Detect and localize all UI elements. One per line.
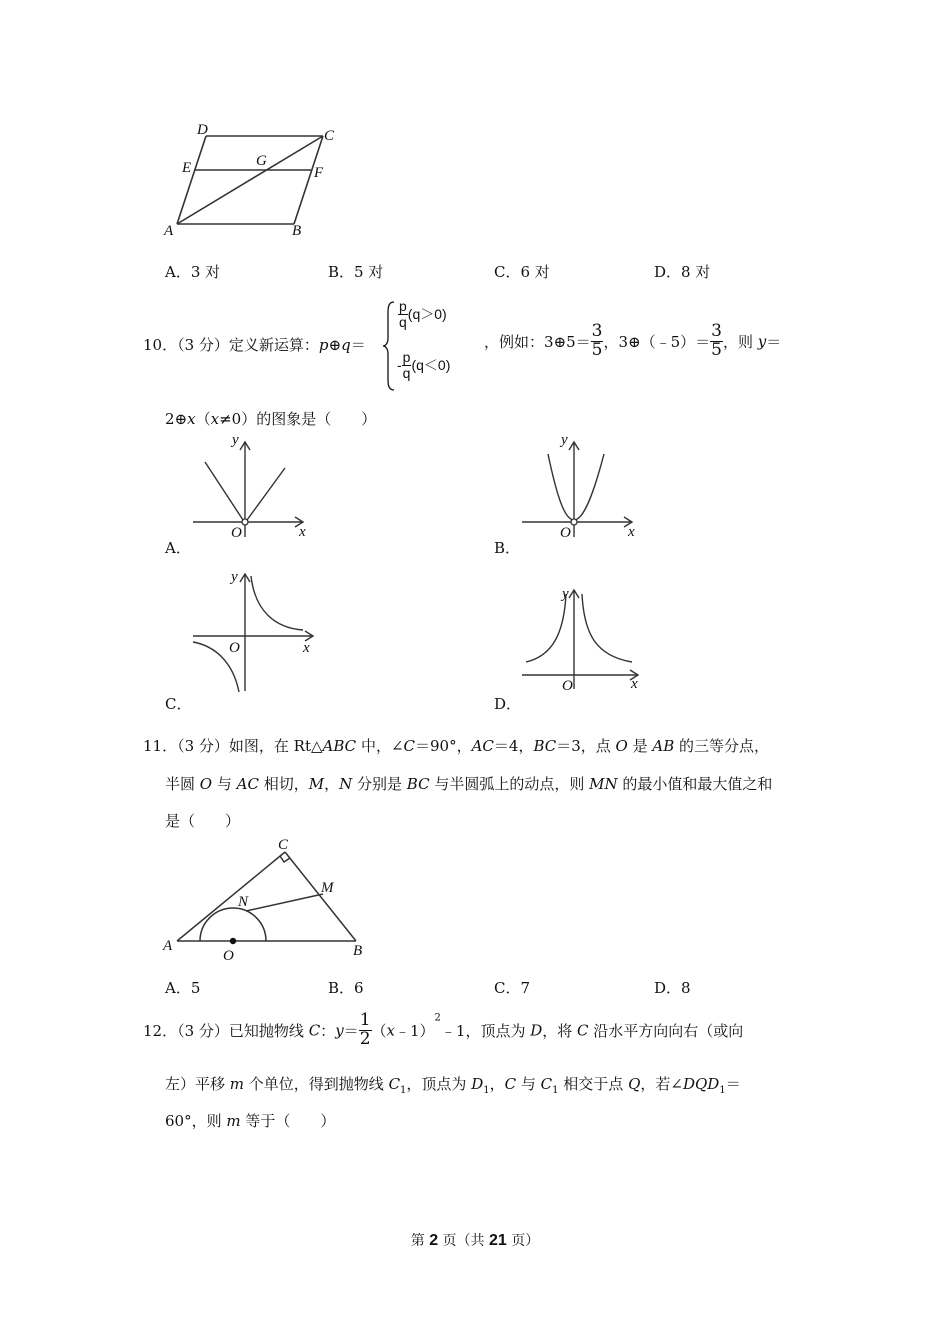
piecewise-case-1 <box>398 299 447 329</box>
label-f: F <box>314 165 324 181</box>
q12-text: ： <box>320 1021 336 1040</box>
label-b: B <box>353 943 363 959</box>
q11-var: MN <box>589 775 618 793</box>
q9-option-d[interactable]: D．8 对 <box>654 263 711 281</box>
label-o: O <box>223 948 234 964</box>
q10-number: 10． <box>143 336 178 354</box>
triangle-semicircle-figure <box>160 834 375 964</box>
footer-text: 第 <box>410 1233 430 1249</box>
q11-var: BC <box>533 737 557 755</box>
q12-text: 相交于点 <box>558 1075 629 1093</box>
label-n: N <box>238 894 249 910</box>
q12-var: DQD <box>682 1075 720 1093</box>
q10-score: （3 分）定义新运算： <box>177 336 319 354</box>
footer-text: 页（共 <box>438 1233 489 1249</box>
q11-option-c[interactable]: C．7 <box>494 979 531 997</box>
label-e: E <box>182 160 192 176</box>
q12-text: （3 分）已知抛物线 <box>177 1021 309 1040</box>
frac1-den: 5 <box>591 339 603 360</box>
q11-option-d[interactable]: D．8 <box>654 979 691 997</box>
q11-var: O <box>615 737 628 755</box>
pw-p: p <box>399 298 407 314</box>
graph-c[interactable] <box>185 566 320 696</box>
q11-var: AB <box>652 737 675 755</box>
q12-text: 沿水平方向向右（或向 <box>588 1021 744 1040</box>
page-footer <box>0 1230 950 1250</box>
q10-line-2 <box>165 408 376 429</box>
axis-o: O <box>229 640 240 656</box>
piecewise-case-2 <box>397 350 450 380</box>
axis-o: O <box>562 678 573 694</box>
axis-x: x <box>631 676 638 692</box>
q11-var: O <box>199 775 213 793</box>
line2-paren: （ <box>195 410 211 428</box>
q11-var: BC <box>406 775 430 793</box>
frac1-num: 3 <box>591 321 603 341</box>
q12-var: C <box>388 1075 401 1093</box>
q11-line-2 <box>165 773 772 794</box>
op-q: q <box>341 336 351 354</box>
q12-line-1 <box>143 1012 743 1049</box>
q12-text: 左）平移 <box>165 1075 230 1093</box>
q11-text: 相切， <box>258 775 309 793</box>
q11-text: 与 <box>212 775 237 793</box>
q12-var: C <box>504 1075 517 1093</box>
q10-option-a[interactable]: A． <box>165 539 191 557</box>
q12-line-2 <box>165 1073 741 1096</box>
q10-option-b[interactable]: B． <box>494 539 521 557</box>
q12-text: ＝ <box>343 1021 359 1040</box>
q12-var: y <box>335 1021 344 1040</box>
q12-text: （ <box>371 1021 387 1040</box>
op-symbol: ⊕ <box>328 336 342 354</box>
q12-var: C <box>540 1075 553 1093</box>
example-mid: ，3⊕（﹣5）＝ <box>603 332 711 351</box>
q11-text: 中，∠ <box>356 737 404 755</box>
pw-q: q <box>399 313 407 330</box>
line2-pre: 2⊕ <box>165 410 188 428</box>
q12-text: 与 <box>516 1075 541 1093</box>
q11-text: ＝4， <box>493 737 534 755</box>
label-a: A <box>163 938 173 954</box>
graph-b[interactable] <box>514 432 649 542</box>
example-end: ，则 <box>722 332 758 351</box>
q12-text: 60°，则 <box>165 1112 227 1130</box>
q11-text: 的三等分点， <box>674 737 770 755</box>
pw-p-2: p <box>402 349 411 365</box>
q12-text: ，顶点为 <box>406 1075 472 1093</box>
q9-option-b[interactable]: B．5 对 <box>328 263 384 281</box>
q11-text: ＝3，点 <box>556 737 616 755</box>
q12-number: 12． <box>143 1021 178 1040</box>
q12-var: C <box>577 1021 589 1040</box>
line2-rest: ≠0）的图象是（ ） <box>219 410 377 428</box>
pw-neg: - <box>397 357 402 374</box>
q12-var: D <box>530 1021 543 1040</box>
q12-text: 等于（ ） <box>240 1112 336 1130</box>
graph-a[interactable] <box>185 432 320 542</box>
label-m: M <box>321 880 334 896</box>
q11-var: M <box>308 775 325 793</box>
q12-var: Q <box>628 1075 641 1093</box>
q12-text: ﹣1） <box>395 1021 435 1040</box>
label-c: C <box>278 837 289 853</box>
total-pages: 21 <box>489 1232 507 1249</box>
q12-var: m <box>229 1075 245 1093</box>
graph-d[interactable] <box>514 584 649 694</box>
q12-exponent: 2 <box>434 1012 441 1024</box>
axis-o: O <box>231 525 242 541</box>
y-eq: ＝ <box>766 332 782 351</box>
axis-y: y <box>561 432 568 448</box>
label-g: G <box>256 153 267 169</box>
page-number: 2 <box>429 1232 439 1249</box>
q12-text: ，将 <box>542 1021 578 1040</box>
q12-sub: 1 <box>400 1085 407 1096</box>
axis-y: y <box>232 432 239 448</box>
q11-text: 半圆 <box>165 775 200 793</box>
q10-option-c[interactable]: C． <box>165 695 192 713</box>
q12-text: ﹣1，顶点为 <box>440 1021 531 1040</box>
axis-x: x <box>628 524 635 540</box>
q12-text: ，若∠ <box>640 1075 683 1093</box>
q11-number: 11． <box>143 737 178 755</box>
y-var: y <box>757 332 767 351</box>
q11-text: （3 分）如图，在 Rt△ <box>177 737 323 755</box>
q10-option-d[interactable]: D． <box>494 695 522 713</box>
q11-text: 与半圆弧上的动点，则 <box>429 775 590 793</box>
q10-stem <box>143 334 366 355</box>
label-a: A <box>164 223 174 239</box>
axis-y: y <box>231 569 238 585</box>
q11-text: 分别是 <box>352 775 407 793</box>
q11-text: 是 <box>627 737 653 755</box>
axis-x: x <box>303 640 310 656</box>
pw-q-2: q <box>402 364 411 381</box>
example-intro: ，例如：3⊕5＝ <box>484 332 591 351</box>
q12-sub: 1 <box>719 1085 726 1096</box>
label-d: D <box>197 122 208 138</box>
axis-o: O <box>560 525 571 541</box>
label-b: B <box>292 223 302 239</box>
label-c: C <box>324 128 335 144</box>
q11-line-1 <box>143 735 769 756</box>
q12-frac-den: 2 <box>359 1028 371 1049</box>
q12-var: x <box>386 1021 395 1040</box>
q12-line-3 <box>165 1110 335 1131</box>
q12-text: ＝ <box>725 1075 741 1093</box>
q12-sub: 1 <box>552 1085 559 1096</box>
q11-line-3: 是（ ） <box>165 812 241 830</box>
q11-var: ABC <box>322 737 357 755</box>
q11-var: AC <box>471 737 494 755</box>
pw-cond-2: (q＜0) <box>411 357 451 374</box>
q12-var: D <box>471 1075 484 1093</box>
q11-text: ， <box>324 775 340 793</box>
line2-x: x <box>187 410 196 428</box>
footer-text: 页） <box>506 1233 540 1249</box>
q11-text: ＝90°， <box>415 737 472 755</box>
q12-var: m <box>226 1112 241 1130</box>
q11-var: C <box>403 737 415 755</box>
pw-cond-1: (q＞0) <box>407 306 447 323</box>
axis-x: x <box>299 524 306 540</box>
q12-text: ， <box>489 1075 505 1093</box>
frac2-den: 5 <box>711 339 722 360</box>
q12-text: 个单位，得到抛物线 <box>244 1075 389 1093</box>
q11-option-b[interactable]: B．6 <box>328 979 364 997</box>
q11-text: 的最小值和最大值之和 <box>617 775 773 793</box>
q12-var: C <box>308 1021 321 1040</box>
piecewise-brace <box>382 300 396 392</box>
q11-option-a[interactable]: A．5 <box>165 979 201 997</box>
frac2-num: 3 <box>711 321 722 341</box>
op-p: p <box>318 336 329 354</box>
axis-y: y <box>562 586 569 602</box>
q10-examples <box>484 323 781 360</box>
q12-sub: 1 <box>483 1085 490 1096</box>
q12-frac-num: 1 <box>359 1010 371 1030</box>
q9-option-c[interactable]: C．6 对 <box>494 263 550 281</box>
op-eq: ＝ <box>350 336 366 354</box>
q11-var: N <box>339 775 353 793</box>
q11-var: AC <box>236 775 259 793</box>
q9-option-a[interactable]: A．3 对 <box>165 263 221 281</box>
line2-x2: x <box>210 410 220 428</box>
parallelogram-figure <box>160 120 350 245</box>
